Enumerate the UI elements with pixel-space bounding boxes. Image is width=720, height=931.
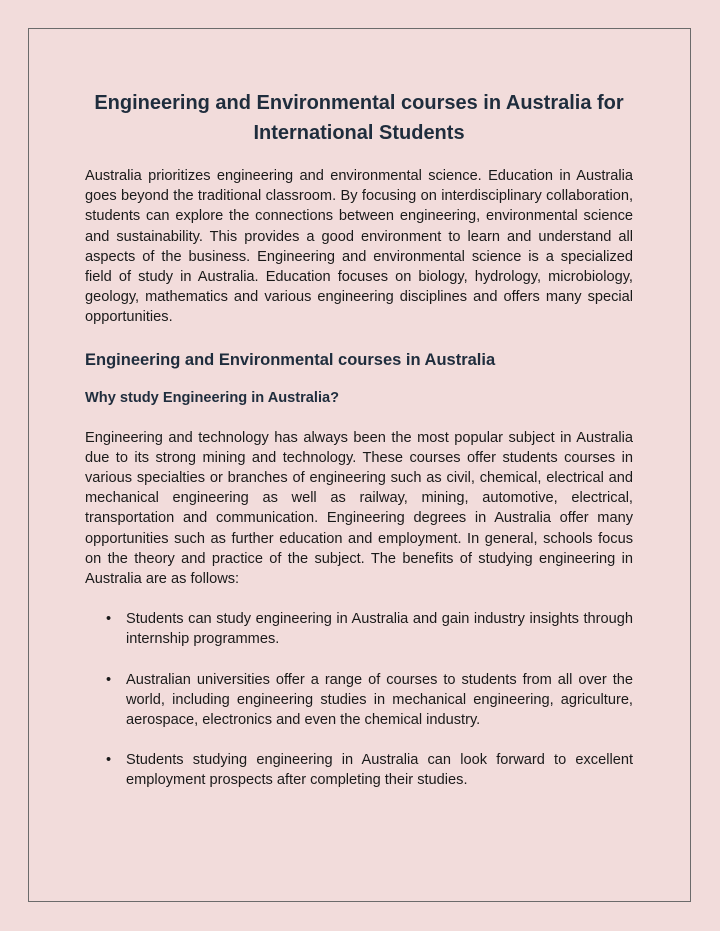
intro-paragraph: Australia prioritizes engineering and environmental science. Education in Australia goes beyond the traditional classroom. By focusing on interdisciplinary collaboration, students can explore the connections between engineering, environmental science and sustainability. This provides a good environment to learn and understand all aspects of the business. Engineering and environmental science is a specialized field of study in Australia. Education focuses on biology, hydrology, microbiology, geology, mathematics and various engineering disciplines and offers many special opportunities. [85,168,633,326]
list-item [85,609,633,649]
bullet-icon: • [106,671,112,688]
sub-heading: Why study Engineering in Australia? [85,389,340,406]
document-body [85,88,633,811]
list-item-text: Australian universities offer a range of courses to students from all over the world, including engineering studies in mechanical engineering, agriculture, aerospace, electronics and even the chemical industry. [126,671,633,729]
bullet-icon: • [106,611,112,628]
body-paragraph: Engineering and technology has always been the most popular subject in Australia due to its strong mining and technology. These courses offer students courses in various specialties or branches of engineering such as civil, chemical, electrical and mechanical engineering as well as railway, mining, automotive, electrical, transportation and communication. Engineering degrees in Australia offer many opportunities such as further education and employment. In general, schools focus on the theory and practice of the subject. The benefits of studying engineering in Australia are as follows: [85,429,633,588]
list-item-text: Students can study engineering in Australia and gain industry insights through internship programmes. [126,611,633,648]
section-heading: Engineering and Environmental courses in Australia [85,350,496,369]
list-item [85,670,633,731]
benefits-list [85,609,633,790]
document-title: Engineering and Environmental courses in Australia for International Students [94,92,624,144]
list-item [85,750,633,790]
bullet-icon: • [106,752,112,769]
list-item-text: Students studying engineering in Australia can look forward to excellent employment prospects after completing their studies. [126,752,633,789]
